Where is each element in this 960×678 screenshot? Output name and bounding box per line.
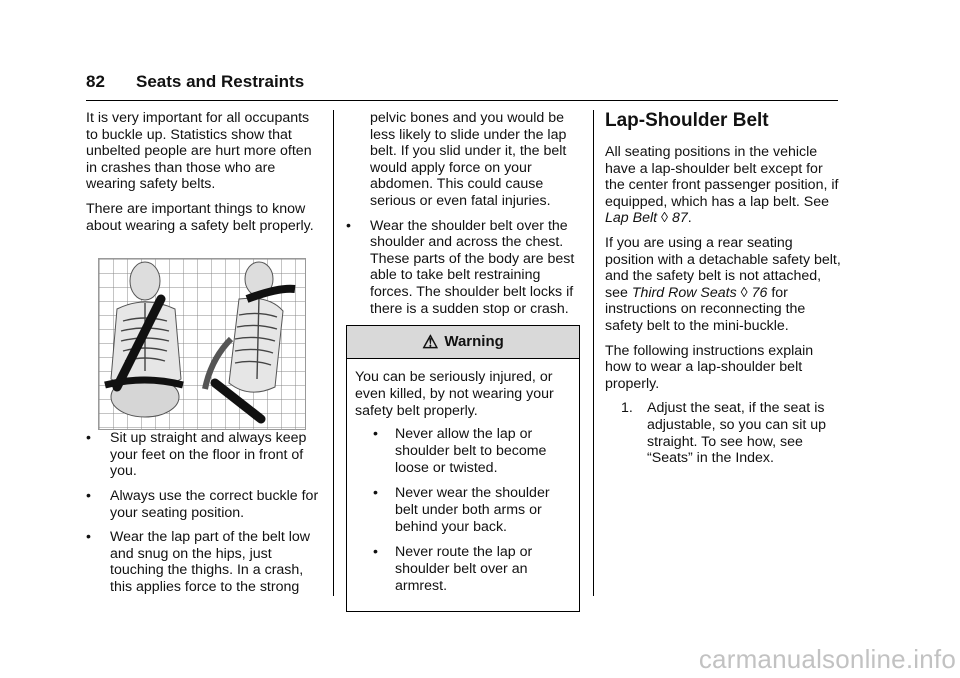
warning-triangle-icon: ⚠ [422, 331, 439, 352]
column-middle [346, 110, 580, 612]
rear-seating-paragraph: If you are using a rear seating position with a detachable safety belt, and the safety belt is not attached, see Third Row Seats ◊ 76 for instructions on reconnecting the safety belt to the mini-buckle. [605, 234, 841, 334]
warning-body [347, 359, 579, 611]
warning-title: Warning [444, 332, 504, 350]
list-item: • Always use the correct buckle for your seating position. [86, 487, 319, 521]
bullet-icon: • [86, 430, 91, 447]
page-header [86, 72, 838, 101]
page-ref-icon: ◊ [736, 284, 752, 301]
bullet-icon: • [86, 487, 91, 504]
bullet-icon: • [373, 544, 378, 561]
warning-text: You can be seriously injured, or even killed, by not wearing your safety belt properly. [355, 369, 554, 420]
step-text: Adjust the seat, if the seat is adjustable, so you can sit up straight. To see how, see “Seats” in the Index. [647, 400, 827, 467]
instructions-intro: The following instructions explain how to wear a lap-shoulder belt properly. [605, 342, 814, 392]
watermark: carmanualsonline.info [698, 644, 956, 674]
lap-shoulder-paragraph: All seating positions in the vehicle have a lap-shoulder belt except for the center front passenger position, if equipped, which has a lap belt. See Lap Belt ◊ 87. [605, 144, 839, 227]
third-row-seats-link[interactable]: Third Row Seats [631, 284, 737, 301]
page-number: 82 [86, 72, 105, 91]
warning-header [347, 326, 579, 359]
lap-belt-link[interactable]: Lap Belt [605, 210, 658, 227]
bullet-icon: • [86, 529, 91, 546]
bullet-icon: • [373, 426, 378, 443]
list-item: • Never allow the lap or shoulder belt to become loose or twisted. [373, 426, 547, 477]
list-item [605, 400, 841, 466]
intro-paragraph: It is very important for all occupants to buckle up. Statistics show that unbelted people are hurt more often in crashes than those who are wearing safety belts. [86, 110, 312, 193]
bullet-icon: • [373, 485, 378, 502]
step-number: 1. [621, 400, 633, 417]
section-title: Seats and Restraints [136, 72, 305, 91]
lap-shoulder-heading: Lap-Shoulder Belt [605, 110, 769, 131]
seatbelt-illustration [98, 258, 306, 430]
list-item: • Wear the shoulder belt over the shoulder and across the chest. These parts of the body are best able to take belt restraining forces. The shoulder belt locks if there is a sudden stop or crash. [346, 217, 575, 317]
list-item: • Never wear the shoulder belt under both arms or behind your back. [373, 485, 550, 536]
continued-bullet-text: pelvic bones and you would be less likely to slide under the lap belt. If you slid under it, the belt would apply force on your abdomen. This could cause serious or even fatal injuries. [370, 110, 567, 209]
column-divider [593, 110, 594, 596]
important-paragraph: There are important things to know about wearing a safety belt properly. [86, 200, 314, 234]
warning-box [346, 325, 580, 612]
list-item: • Never route the lap or shoulder belt over an armrest. [373, 544, 533, 595]
list-item: • Sit up straight and always keep your feet on the floor in front of you. [86, 430, 307, 480]
bullet-icon: • [346, 217, 351, 234]
seatbelt-figure-icon [99, 259, 305, 429]
column-right [605, 110, 841, 467]
list-item: • Wear the lap part of the belt low and snug on the hips, just touching the thighs. In a crash, this applies force to the strong [86, 529, 311, 595]
column-divider [333, 110, 334, 596]
page-ref-icon: ◊ [657, 210, 672, 227]
